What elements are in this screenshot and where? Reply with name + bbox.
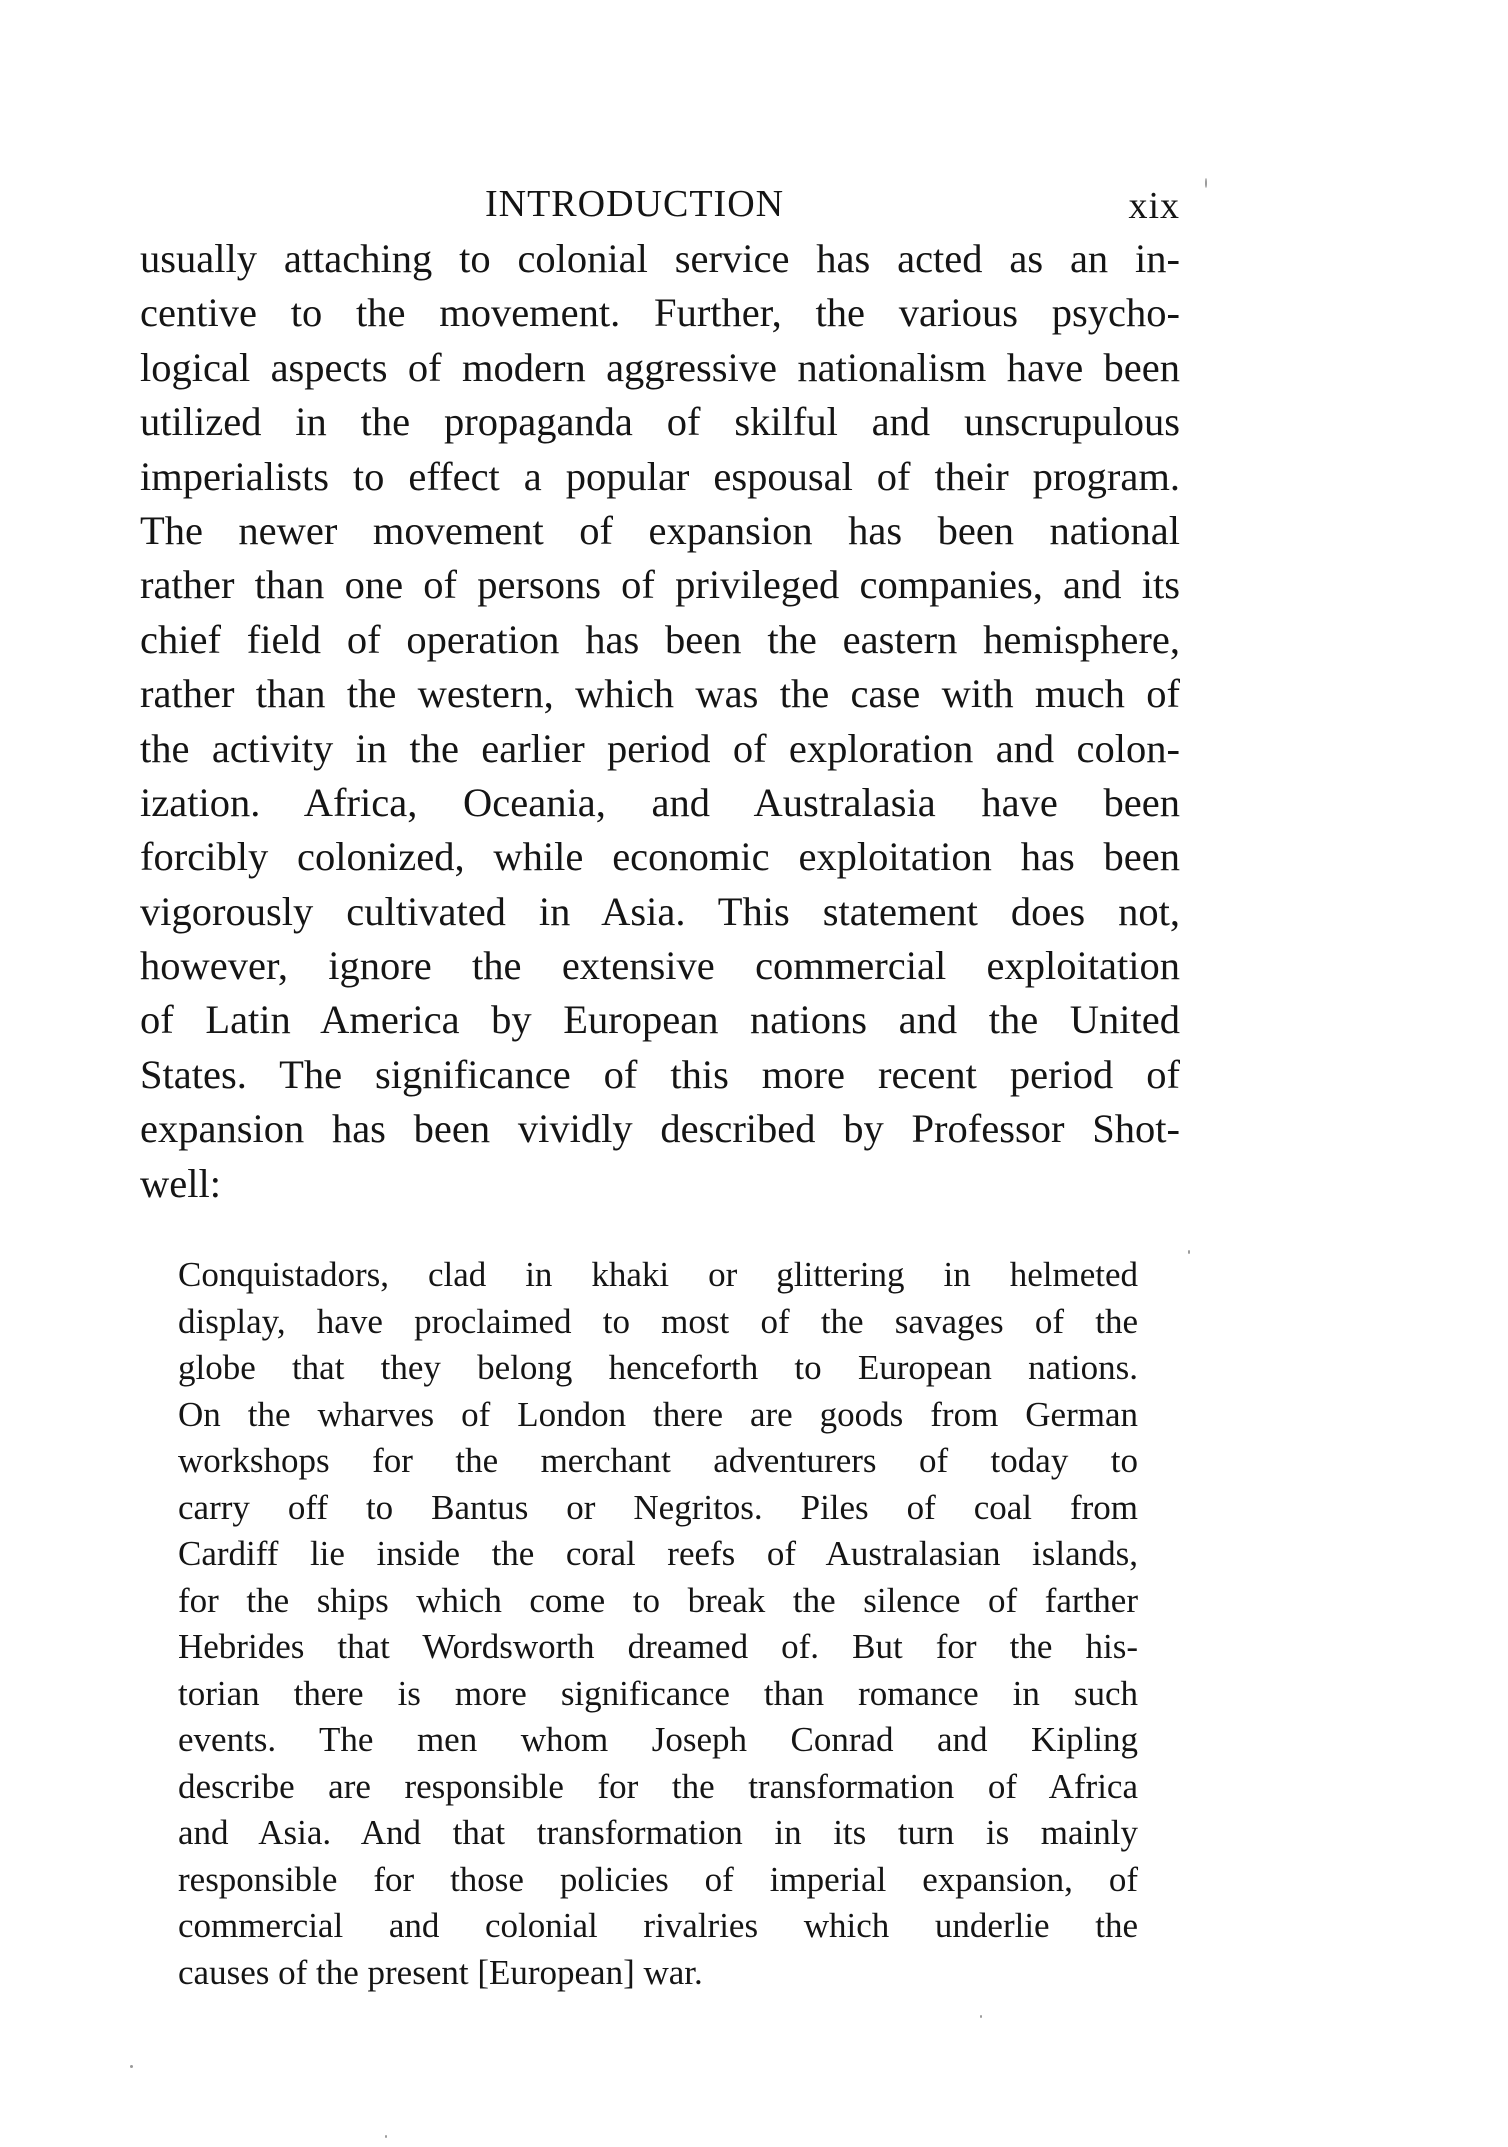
quote-line: On the wharves of London there are goods from German xyxy=(178,1394,1138,1434)
quote-line: and Asia. And that transformation in its turn is mainly xyxy=(178,1813,1138,1852)
text-line: vigorously cultivated in Asia. This statement does not, xyxy=(140,888,1180,934)
scan-speck xyxy=(1205,178,1207,188)
body-text xyxy=(140,232,1180,1211)
text-line: however, ignore the extensive commercial exploitation xyxy=(140,943,1180,989)
quote-line: events. The men whom Joseph Conrad and Kipling xyxy=(178,1720,1138,1759)
text-line: rather than one of persons of privileged companies, and its xyxy=(140,562,1180,608)
text-line: chief field of operation has been the eastern hemisphere, xyxy=(140,616,1180,662)
text-line: ization. Africa, Oceania, and Australasia have been xyxy=(140,779,1180,825)
quote-line: carry off to Bantus or Negritos. Piles of coal from xyxy=(178,1487,1138,1527)
quote-line: for the ships which come to break the silence of farther xyxy=(178,1580,1138,1620)
text-line: forcibly colonized, while economic exploitation has been xyxy=(140,834,1180,880)
quote-line: Conquistadors, clad in khaki or glittering in helmeted xyxy=(178,1255,1138,1294)
text-line: centive to the movement. Further, the various psycho- xyxy=(140,290,1180,336)
text-line: expansion has been vividly described by Professor Shot- xyxy=(140,1106,1180,1152)
quote-line: display, have proclaimed to most of the savages of the xyxy=(178,1301,1138,1341)
paragraph-2 xyxy=(140,504,1180,1211)
text-line: utilized in the propaganda of skilful and unscrupulous xyxy=(140,399,1180,445)
text-line: States. The significance of this more recent period of xyxy=(140,1051,1180,1097)
text-line: rather than the western, which was the case with much of xyxy=(140,671,1180,717)
quote-line: responsible for those policies of imperial expansion, of xyxy=(178,1859,1138,1899)
text-line: The newer movement of expansion has been national xyxy=(140,507,1180,553)
quote-line: torian there is more significance than romance in such xyxy=(178,1673,1138,1713)
scan-speck xyxy=(1188,1250,1190,1254)
running-title: INTRODUCTION xyxy=(485,183,785,225)
text-line: the activity in the earlier period of exploration and colon- xyxy=(140,725,1180,771)
text-line: logical aspects of modern aggressive nationalism have been xyxy=(140,344,1180,390)
scan-speck xyxy=(980,2015,982,2018)
block-quote xyxy=(178,1252,1138,1996)
quote-line: globe that they belong henceforth to European nations. xyxy=(178,1348,1138,1387)
page-number: xix xyxy=(1128,185,1180,227)
text-line: of Latin America by European nations and the United xyxy=(140,997,1180,1043)
scan-speck xyxy=(130,2065,133,2068)
text-line: well: xyxy=(140,1160,221,1206)
quote-line: commercial and colonial rivalries which underlie the xyxy=(178,1906,1138,1945)
running-head xyxy=(140,170,1180,230)
quote-line: causes of the present [European] war. xyxy=(178,1952,703,1992)
text-line: imperialists to effect a popular espousal of their program. xyxy=(140,453,1180,499)
quote-line: workshops for the merchant adventurers of today to xyxy=(178,1441,1138,1480)
quote-line: describe are responsible for the transformation of Africa xyxy=(178,1766,1138,1806)
quote-line: Hebrides that Wordsworth dreamed of. But for the his- xyxy=(178,1627,1138,1666)
quote-line: Cardiff lie inside the coral reefs of Australasian islands, xyxy=(178,1534,1138,1573)
text-line: usually attaching to colonial service has acted as an in- xyxy=(140,236,1180,281)
paragraph-1 xyxy=(140,232,1180,504)
scan-speck xyxy=(385,2135,387,2138)
